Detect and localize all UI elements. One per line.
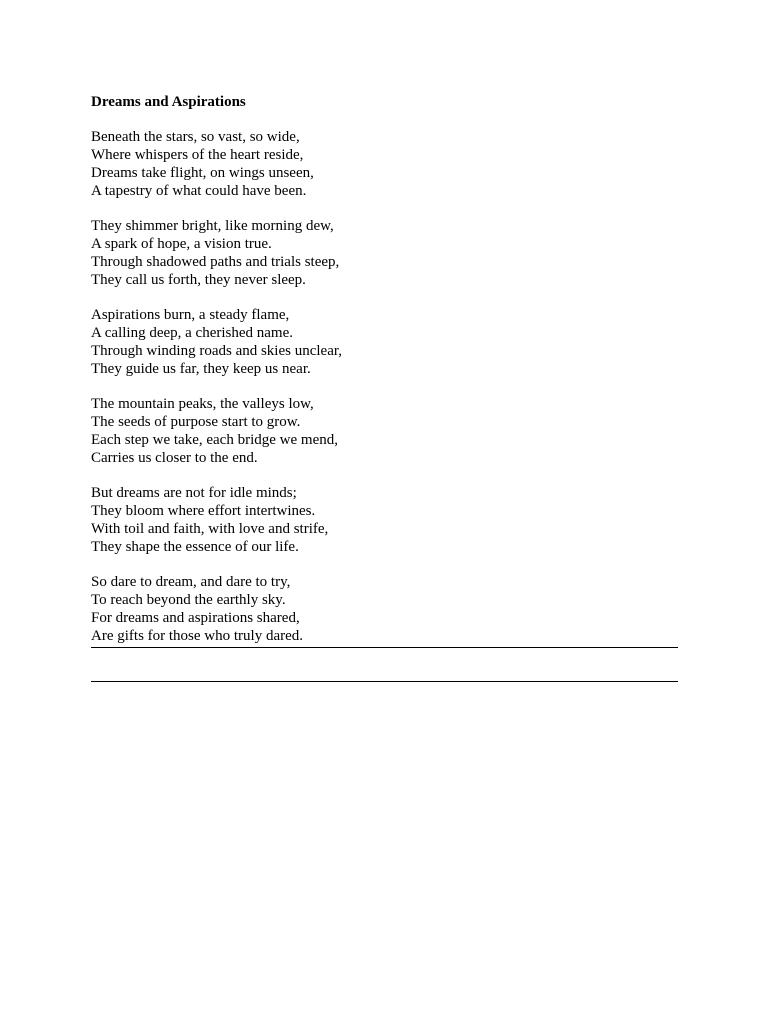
poem-line: Are gifts for those who truly dared. <box>91 628 304 644</box>
poem-line: Through shadowed paths and trials steep, <box>91 254 340 270</box>
poem-line: They guide us far, they keep us near. <box>91 361 311 377</box>
stanza-5 <box>91 484 678 556</box>
poem-line: To reach beyond the earthly sky. <box>91 592 286 608</box>
poem-line: They call us forth, they never sleep. <box>91 272 306 288</box>
poem-line: A spark of hope, a vision true. <box>91 236 272 252</box>
poem-line: For dreams and aspirations shared, <box>91 610 300 626</box>
poem-line: They shimmer bright, like morning dew, <box>91 218 334 234</box>
poem-line: Where whispers of the heart reside, <box>91 147 304 163</box>
poem-line: Beneath the stars, so vast, so wide, <box>91 129 300 145</box>
stanza-1 <box>91 128 678 200</box>
poem-line: With toil and faith, with love and strife, <box>91 521 329 537</box>
poem-line: Dreams take flight, on wings unseen, <box>91 165 314 181</box>
poem-line: They bloom where effort intertwines. <box>91 503 316 519</box>
poem-line: A calling deep, a cherished name. <box>91 325 294 341</box>
poem-line: Each step we take, each bridge we mend, <box>91 432 338 448</box>
poem-line: They shape the essence of our life. <box>91 539 299 555</box>
poem-body <box>91 93 678 645</box>
poem-line: Aspirations burn, a steady flame, <box>91 307 290 323</box>
stanza-3 <box>91 306 678 378</box>
poem-line: The seeds of purpose start to grow. <box>91 414 301 430</box>
poem-line: Carries us closer to the end. <box>91 450 258 466</box>
poem-title: Dreams and Aspirations <box>91 94 246 110</box>
poem-line: A tapestry of what could have been. <box>91 183 307 199</box>
stanza-4 <box>91 395 678 467</box>
poem-line: Through winding roads and skies unclear, <box>91 343 343 359</box>
horizontal-rule <box>91 647 678 648</box>
horizontal-rule <box>91 681 678 682</box>
poem-line: But dreams are not for idle minds; <box>91 485 297 501</box>
poem-line: The mountain peaks, the valleys low, <box>91 396 314 412</box>
poem-line: So dare to dream, and dare to try, <box>91 574 291 590</box>
stanza-6 <box>91 573 678 645</box>
stanza-2 <box>91 217 678 289</box>
